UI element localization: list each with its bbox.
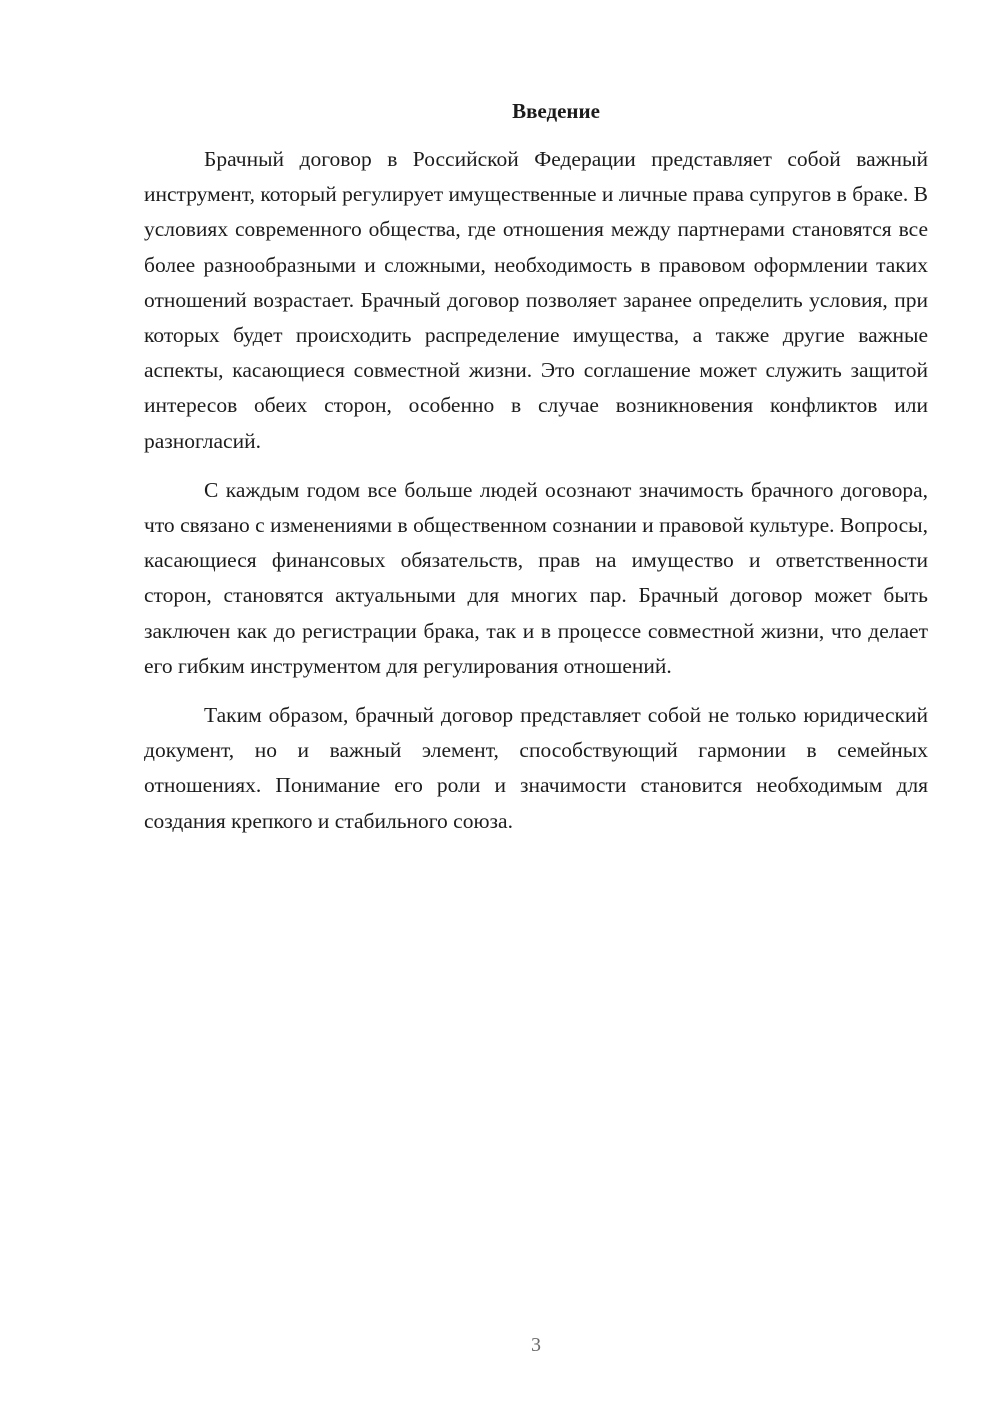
paragraph-2: С каждым годом все больше людей осознают значимость брачного договора, что связано с изменениями в общественном сознании и правовой культуре. Вопросы, касающиеся финансовых обязательств, прав на имущество и ответственности сторон, становятся актуальными для многих пар. Брачный договор может быть заключен как до регистрации брака, так и в процессе совместной жизни, что делает его гибким инструментом для регулирования отношений.	[144, 477, 928, 678]
page-number: 3	[531, 1334, 541, 1356]
paragraph-3: Таким образом, брачный договор представляет собой не только юридический документ, но и важный элемент, способствующий гармонии в семейных отношениях. Понимание его роли и значимости становится необходимым для создания крепкого и стабильного союза.	[144, 703, 928, 833]
document-body	[144, 94, 928, 839]
section-title: Введение	[512, 99, 600, 123]
paragraph-1: Брачный договор в Российской Федерации представляет собой важный инструмент, который регулирует имущественные и личные права супругов в браке. В условиях современного общества, где отношения между партнерами становятся все более разнообразными и сложными, необходимость в правовом оформлении таких отношений возрастает. Брачный договор позволяет заранее определить условия, при которых будет происходить распределение имущества, а также другие важные аспекты, касающиеся совместной жизни. Это соглашение может служить защитой интересов обеих сторон, особенно в случае возникновения конфликтов или разногласий.	[144, 147, 928, 453]
